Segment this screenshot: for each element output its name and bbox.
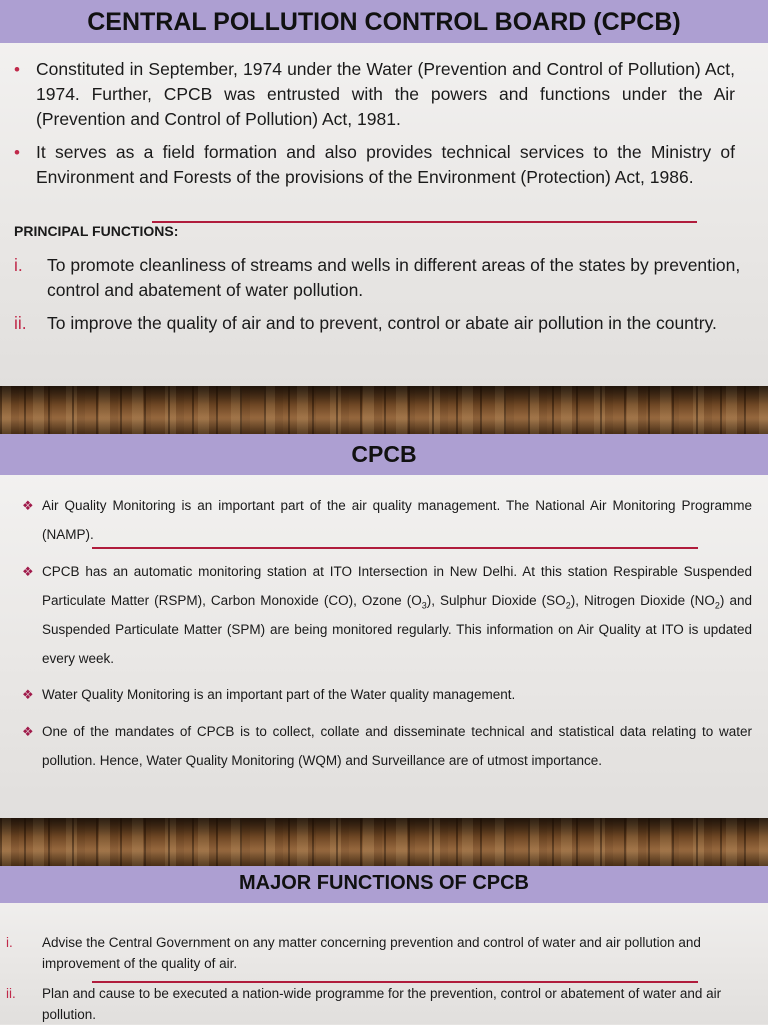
principal-item-2: ii. To improve the quality of air and to prevent, control or abate air pollution in the country. (14, 313, 717, 333)
slide-1-bullet-1: • Constituted in September, 1974 under the Water (Prevention and Control of Pollution) Act, 1974. Further, CPCB was entrusted with the powers and functions under the Air (Prevention and Control of Pollution) Act, 1981. (14, 59, 735, 129)
major-item-2: ii. Plan and cause to be executed a nation-wide programme for the prevention, control or abatement of water and air pollution. (6, 986, 722, 1022)
diamond-bullet-icon: ❖ (22, 724, 34, 739)
principal-functions-heading: PRINCIPAL FUNCTIONS: (14, 223, 179, 239)
principal-item-1: i. To promote cleanliness of streams and wells in different areas of the states by prevention, control and abatement of water pollution. (14, 255, 741, 300)
slide-2-bullet-1: ❖ Air Quality Monitoring is an important part of the air quality management. The National Air Monitoring Programme (NAMP). (22, 491, 762, 549)
divider (92, 547, 698, 549)
bullet-icon: • (14, 60, 20, 79)
slide-2-title: CPCB (0, 434, 768, 475)
diamond-bullet-icon: ❖ (22, 687, 34, 702)
bullet-icon: • (14, 143, 20, 162)
slide-2-bullet-4: ❖ One of the mandates of CPCB is to collect, collate and disseminate technical and statistical data relating to water pollution. Hence, Water Quality Monitoring (WQM) and Surveillance are of utmost importance. (22, 717, 762, 775)
slide-1-title: CENTRAL POLLUTION CONTROL BOARD (CPCB) (0, 0, 768, 43)
wood-floor-divider (0, 818, 768, 866)
slide-1-bullet-2: • It serves as a field formation and also provides technical services to the Ministry of Environment and Forests of the provisions of the Environment (Protection) Act, 1986. (14, 142, 735, 187)
slide-2-bullet-3: ❖ Water Quality Monitoring is an important part of the Water quality management. (22, 680, 762, 709)
slide-3-title: MAJOR FUNCTIONS OF CPCB (0, 866, 768, 903)
diamond-bullet-icon: ❖ (22, 498, 34, 513)
divider (152, 221, 697, 223)
wood-floor-divider (0, 386, 768, 434)
slide-2-bullet-2: ❖ CPCB has an automatic monitoring station at ITO Intersection in New Delhi. At this station Respirable Suspended Particulate Matter (RSPM), Carbon Monoxide (CO), Ozone $(O_3)$, Sulphur Dioxide $(SO_2)$, Nitrogen Dioxide $(NO_2)$ and Suspended Particulate Matter (SPM) are being monitored regularly. This information on Air Quality at ITO is updated every week. (22, 557, 762, 675)
major-item-1: i. Advise the Central Government on any matter concerning prevention and control of water and air pollution and improvement of the quality of air. (6, 935, 701, 971)
diamond-bullet-icon: ❖ (22, 564, 34, 579)
